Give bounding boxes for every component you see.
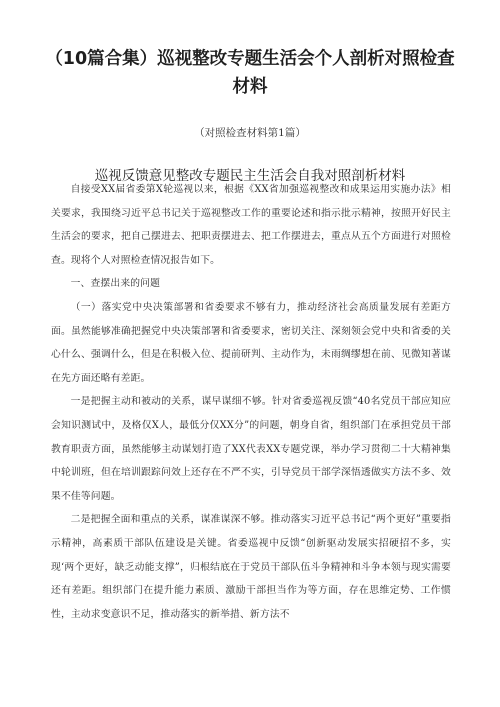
document-title: （10篇合集）巡视整改专题生活会个人剖析对照检查 bbox=[45, 49, 455, 69]
intro-paragraph: 自接受XX届省委第X轮巡视以来，根据《XX省加强巡视整改和成果运用实施办法》相关要求，我围绕习近平总书记关于巡视整改工作的重要论述和指示批示精神，按照开好民主生活会的要求，把自己摆进去、把职责摆进去、把工作摆进去，重点从五个方面进行对照检查。现将个人对照检查情况报告如下。 bbox=[51, 184, 451, 266]
section-heading: 一、查摆出来的问题 bbox=[70, 278, 161, 290]
body-paragraph: 二是把握全面和重点的关系，谋准谋深不够。推动落实习近平总书记“两个更好”重要指示精神，高素质干部队伍建设是关键。省委巡视中反馈“创新驱动发展实招硬招不多，实现‘两个更好，缺乏动能支撑”，归根结底在于党员干部队伍斗争精神和斗争本领与现实需要还有差距。组织部门在提升能力素质、激励干部担当作为等方面，存在思维定势、工作惯性，主动求变意识不足，推动落实的新举措、新方法不 bbox=[51, 514, 451, 620]
section-title: 巡视反馈意见整改专题民主生活会自我对照剖析材料 bbox=[94, 168, 406, 185]
document-body bbox=[51, 178, 451, 626]
body-paragraph: （一）落实党中央决策部署和省委要求不够有力，推动经济社会高质量发展有差距方面。虽然能够准确把握党中央决策部署和省委要求，密切关注、深刻领会党中央和省委的关心什么、强调什么，但是在积极入位、提前研判、主动作为，未雨绸缪想在前、见微知著谋在先方面还略有差距。 bbox=[51, 301, 451, 384]
body-paragraph: 一是把握主动和被动的关系，谋早谋细不够。针对省委巡视反馈“40名党员干部应知应会知识测试中，及格仅X人，最低分仅XX分”的问题，朝身自省，组织部门在承担党员干部教育职责方面，虽然能够主动谋划打造了XX代表XX专题党课，举办学习贯彻二十大精神集中轮训班，但在培训跟踪问效上还存在不严不实，引导党员干部学深悟透做实方法不多、效果不佳等问题。 bbox=[51, 396, 451, 502]
document-subtitle: （对照检查材料第1篇） bbox=[194, 127, 306, 139]
document-title-continued: 材料 bbox=[232, 77, 268, 97]
